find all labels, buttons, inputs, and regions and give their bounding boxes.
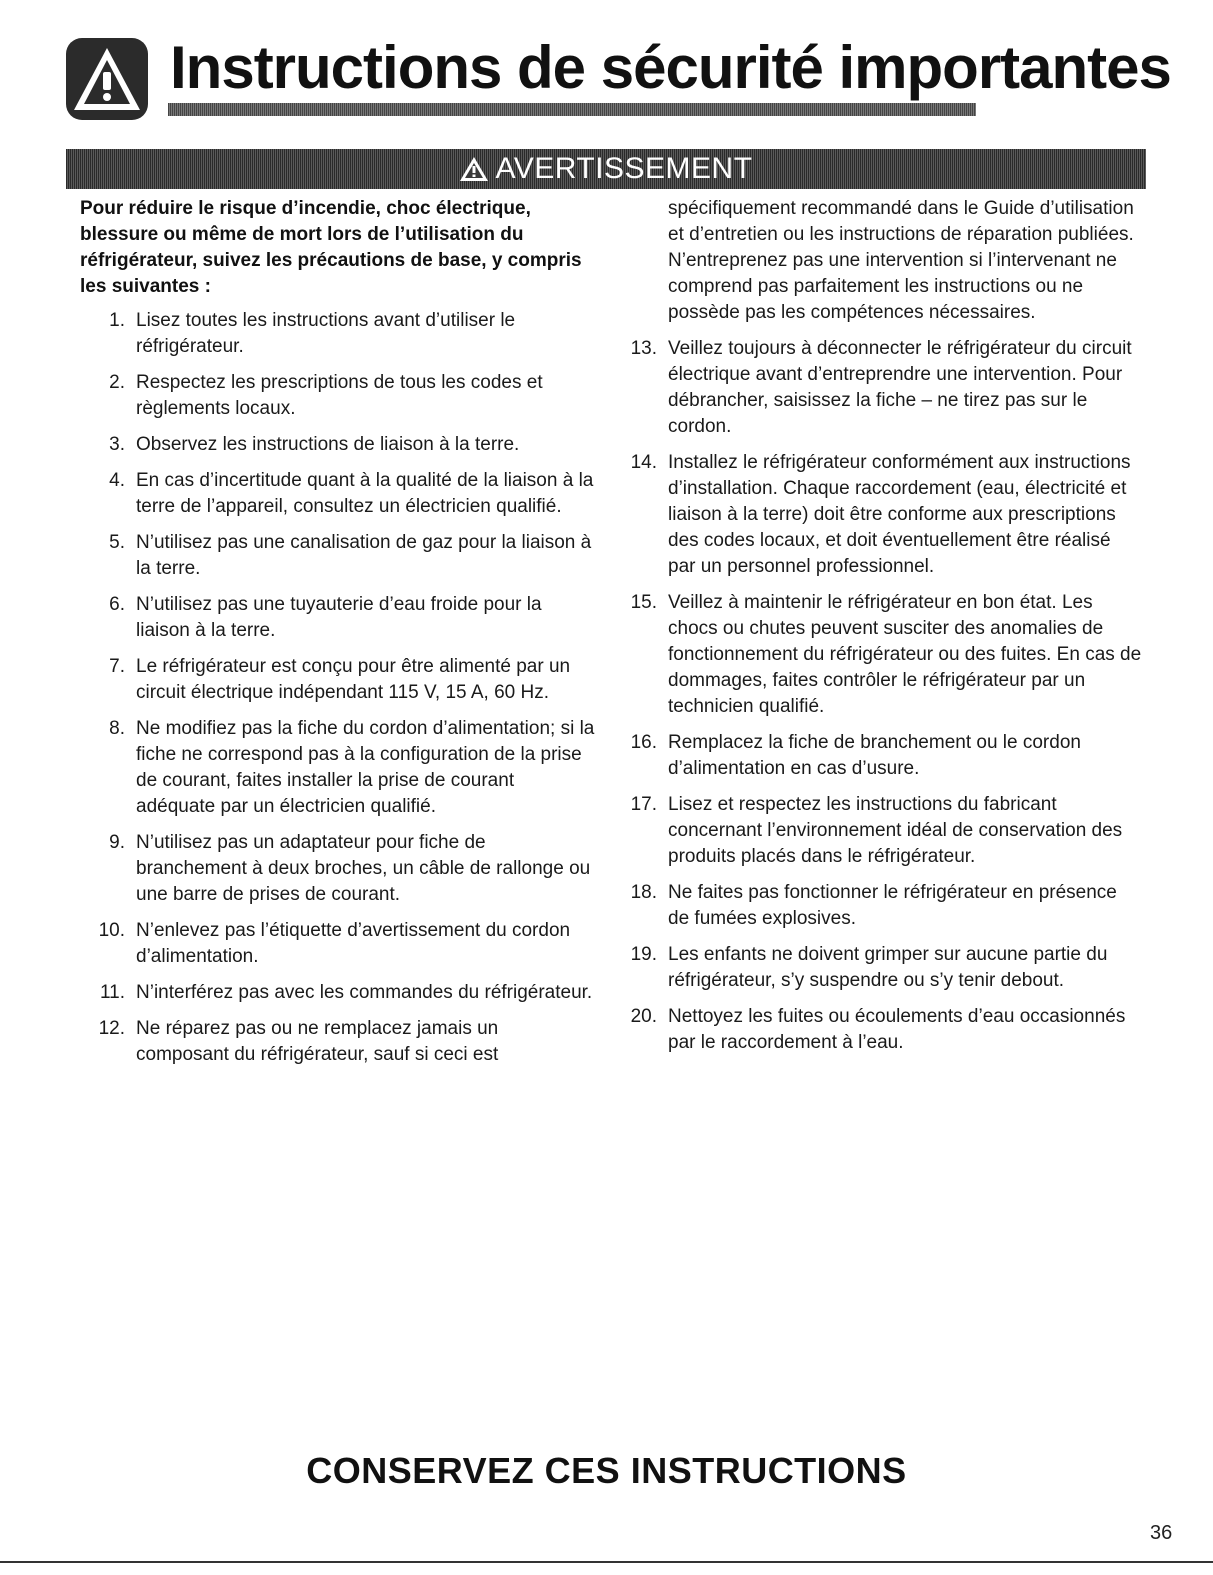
item-number: 2. — [109, 372, 125, 393]
warning-triangle-icon — [459, 155, 489, 183]
list-item — [80, 530, 595, 582]
bottom-rule — [0, 1561, 1213, 1563]
item-text: Ne faites pas fonctionner le réfrigérateur en présence de fumées explosives. — [668, 882, 1117, 929]
item-number: 5. — [109, 532, 125, 553]
list-item — [80, 1016, 595, 1068]
item-text: spécifiquement recommandé dans le Guide d’utilisation et d’entretien ou les instructions de réparation publiées. N’entreprenez pas une intervention si l’intervenant ne comprend pas parfaitement les instructions ou ne possède pas les compétences nécessaires. — [668, 198, 1134, 323]
item-text: Observez les instructions de liaison à la terre. — [136, 434, 520, 455]
item-text: Ne réparez pas ou ne remplacez jamais un composant du réfrigérateur, sauf si ceci est — [136, 1018, 499, 1065]
list-item — [80, 432, 595, 458]
list-item — [612, 336, 1142, 440]
item-text: Veillez toujours à déconnecter le réfrigérateur du circuit électrique avant d’entreprendre une intervention. Pour débrancher, saisissez la fiche – ne tirez pas sur le cordon. — [668, 338, 1132, 437]
item-number: 20. — [630, 1006, 657, 1027]
list-item — [80, 468, 595, 520]
item-number: 4. — [109, 470, 125, 491]
list-item-continuation — [612, 196, 1142, 326]
item-number: 17. — [630, 794, 657, 815]
item-text: Nettoyez les fuites ou écoulements d’eau occasionnés par le raccordement à l’eau. — [668, 1006, 1126, 1053]
item-text: N’enlevez pas l’étiquette d’avertissement du cordon d’alimentation. — [136, 920, 571, 967]
item-number: 16. — [630, 732, 657, 753]
list-item — [80, 980, 595, 1006]
item-text: N’interférez pas avec les commandes du réfrigérateur. — [136, 982, 593, 1003]
item-text: Les enfants ne doivent grimper sur aucune partie du réfrigérateur, s’y suspendre ou s’y tenir debout. — [668, 944, 1108, 991]
warning-banner — [66, 149, 1146, 189]
left-column — [80, 196, 595, 1078]
right-column — [612, 196, 1142, 1066]
item-text: En cas d’incertitude quant à la qualité de la liaison à la terre de l’appareil, consultez un électricien qualifié. — [136, 470, 594, 517]
list-item — [80, 918, 595, 970]
item-text: N’utilisez pas un adaptateur pour fiche de branchement à deux broches, un câble de rallonge ou une barre de prises de courant. — [136, 832, 591, 905]
list-item — [612, 1004, 1142, 1056]
item-number: 12. — [98, 1018, 125, 1039]
item-text: Ne modifiez pas la fiche du cordon d’alimentation; si la fiche ne correspond pas à la configuration de la prise de courant, faites installer la prise de courant adéquate par un électricien qualifié. — [136, 718, 595, 817]
list-item — [612, 880, 1142, 932]
item-text: Installez le réfrigérateur conformément aux instructions d’installation. Chaque raccordement (eau, électricité et liaison à la terre) doit être conforme aux prescriptions des codes locaux, et doit éventuellement être réalisé par un personnel professionnel. — [668, 452, 1131, 577]
item-number: 10. — [98, 920, 125, 941]
item-number: 6. — [109, 594, 125, 615]
list-item — [80, 830, 595, 908]
page-number: 36 — [1150, 1522, 1173, 1544]
list-item — [612, 730, 1142, 782]
item-number: 11. — [99, 982, 125, 1003]
list-item — [612, 450, 1142, 580]
list-item — [612, 590, 1142, 720]
item-number: 8. — [109, 718, 125, 739]
item-text: Respectez les prescriptions de tous les codes et règlements locaux. — [136, 372, 543, 419]
list-item — [80, 308, 595, 360]
item-text: Remplacez la fiche de branchement ou le cordon d’alimentation en cas d’usure. — [668, 732, 1081, 779]
item-number: 18. — [630, 882, 657, 903]
list-item — [612, 792, 1142, 870]
item-number: 3. — [109, 434, 125, 455]
list-item — [80, 370, 595, 422]
item-text: Veillez à maintenir le réfrigérateur en bon état. Les chocs ou chutes peuvent susciter des anomalies de fonctionnement du réfrigérateur ou des fuites. En cas de dommages, faites contrôler le réfrigérateur par un technicien qualifié. — [668, 592, 1142, 717]
safety-warning-icon — [66, 38, 148, 120]
list-item — [612, 942, 1142, 994]
list-item — [80, 592, 595, 644]
intro-text: Pour réduire le risque d’incendie, choc électrique, blessure ou même de mort lors de l’utilisation du réfrigérateur, suivez les précautions de base, y compris les suivantes : — [80, 198, 582, 297]
item-number: 15. — [630, 592, 657, 613]
banner-label: AVERTISSEMENT — [495, 152, 753, 185]
item-number: 19. — [630, 944, 657, 965]
list-item — [80, 654, 595, 706]
item-number: 14. — [630, 452, 657, 473]
item-text: Lisez et respectez les instructions du fabricant concernant l’environnement idéal de conservation des produits placés dans le réfrigérateur. — [668, 794, 1123, 867]
item-number: 7. — [109, 656, 125, 677]
footer-title: CONSERVEZ CES INSTRUCTIONS — [306, 1450, 907, 1491]
title-underline — [168, 103, 976, 116]
page-title: Instructions de sécurité importantes — [170, 34, 1171, 101]
item-number: 9. — [109, 832, 125, 853]
item-number: 13. — [630, 338, 657, 359]
item-text: N’utilisez pas une canalisation de gaz pour la liaison à la terre. — [136, 532, 592, 579]
item-number: 1. — [109, 310, 125, 331]
item-text: Le réfrigérateur est conçu pour être alimenté par un circuit électrique indépendant 115 V, 15 A, 60 Hz. — [136, 656, 571, 703]
item-text: Lisez toutes les instructions avant d’utiliser le réfrigérateur. — [136, 310, 516, 357]
item-text: N’utilisez pas une tuyauterie d’eau froide pour la liaison à la terre. — [136, 594, 542, 641]
list-item — [80, 716, 595, 820]
